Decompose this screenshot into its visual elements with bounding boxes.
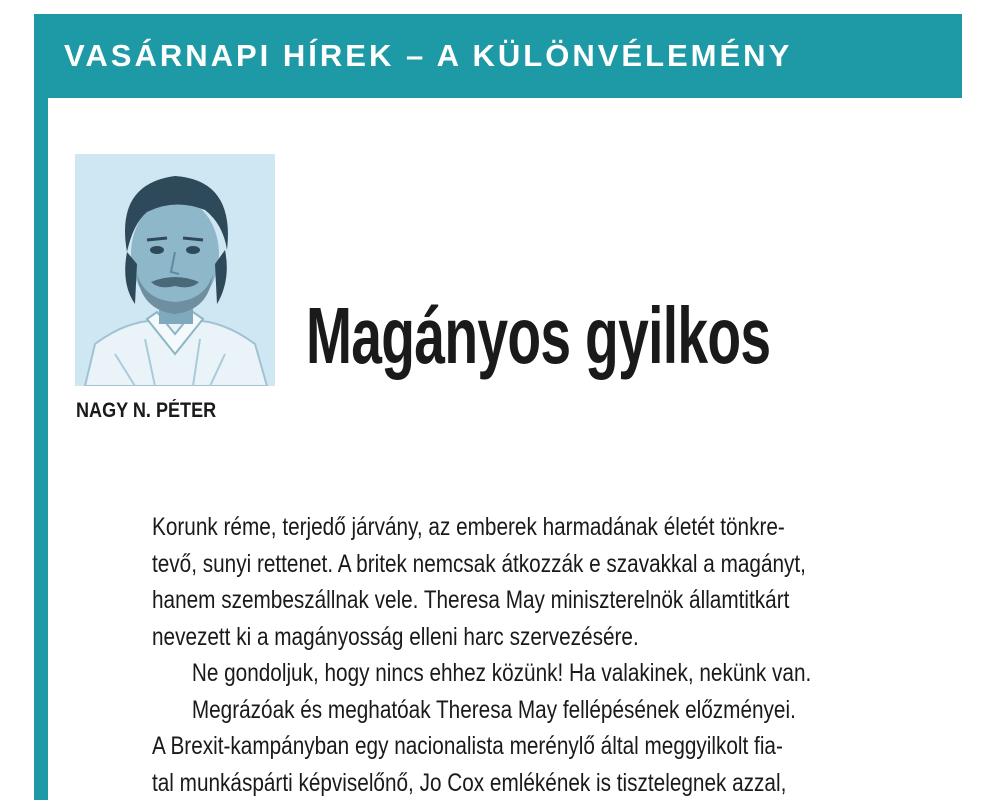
author-name: NAGY N. PÉTER [76,399,216,423]
body-line: A Brexit-kampányban egy nacionalista merénylő által meggyilkolt fia- [152,728,823,765]
author-photo [75,154,275,386]
body-line: Korunk réme, terjedő járvány, az emberek harmadának életét tönkre- [152,509,823,546]
body-line: tevő, sunyi rettenet. A britek nemcsak átkozzák e szavakkal a magányt, [152,546,823,583]
frame-left-border [34,14,48,800]
section-banner [34,14,962,98]
body-line: nevezett ki a magányosság elleni harc szervezésére. [152,619,823,656]
body-line: Ne gondoljuk, hogy nincs ehhez közünk! Ha valakinek, nekünk van. [152,655,823,692]
body-line: tal munkáspárti képviselőnő, Jo Cox emlékének is tisztelegnek azzal, [152,765,823,801]
body-line: hanem szembeszállnak vele. Theresa May miniszterelnök államtitkárt [152,582,823,619]
article-body [152,509,960,801]
body-line: Megrázóak és meghatóak Theresa May fellépésének előzményei. [152,692,823,729]
article-headline: Magányos gyilkos [306,296,770,376]
section-title: VASÁRNAPI HÍREK – A KÜLÖNVÉLEMÉNY [64,38,792,74]
